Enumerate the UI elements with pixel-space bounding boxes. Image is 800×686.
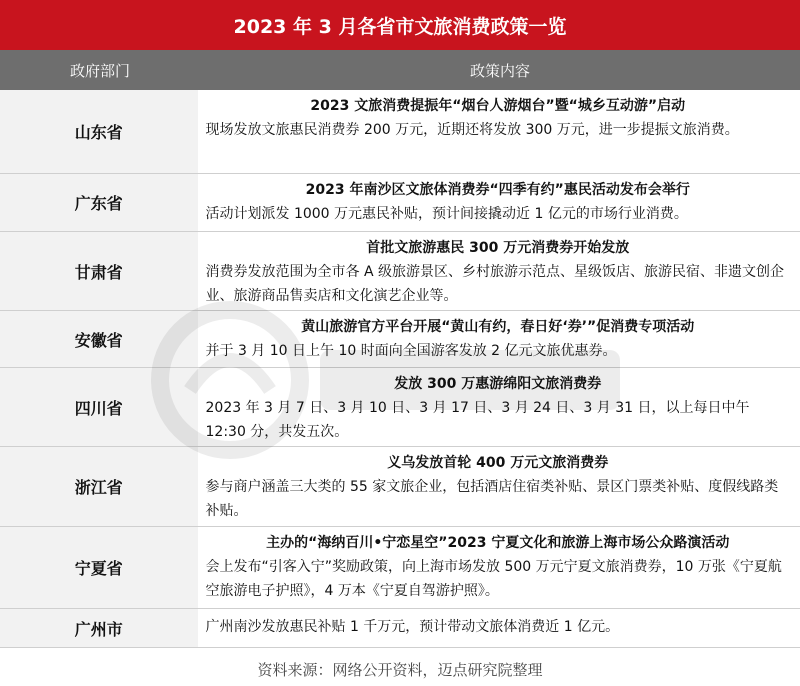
dept-cell: 甘肃省 bbox=[0, 232, 200, 310]
policy-title: 义乌发放首轮 400 万元文旅消费券 bbox=[387, 455, 609, 471]
policy-cell bbox=[200, 527, 800, 608]
policy-title: 2023 年南沙区文旅体消费券“四季有约”惠民活动发布会举行 bbox=[305, 182, 690, 198]
policy-cell bbox=[200, 368, 800, 446]
table-row bbox=[0, 311, 800, 368]
policy-body: 并于 3 月 10 日上午 10 时面向全国游客发放 2 亿元文旅优惠券。 bbox=[205, 343, 617, 359]
policy-cell bbox=[200, 311, 800, 367]
policy-cell bbox=[200, 609, 800, 647]
table-row bbox=[0, 90, 800, 174]
table-row bbox=[0, 609, 800, 648]
header-policy: 政策内容 bbox=[469, 61, 530, 80]
policy-body: 会上发布“引客入宁”奖励政策，向上海市场发放 500 万元宁夏文旅消费券，10 万张《宁夏航空旅游电子护照》，4 万本《宁夏自驾游护照》。 bbox=[205, 559, 782, 599]
policy-cell bbox=[200, 447, 800, 526]
dept-cell: 广东省 bbox=[0, 174, 200, 231]
table-row bbox=[0, 232, 800, 311]
table-row bbox=[0, 368, 800, 447]
dept-cell: 宁夏省 bbox=[0, 527, 200, 608]
policy-title: 发放 300 万惠游绵阳文旅消费券 bbox=[394, 376, 602, 392]
policy-cell bbox=[200, 174, 800, 231]
table-title: 2023 年 3 月各省市文旅消费政策一览 bbox=[0, 0, 800, 50]
header-dept: 政府部门 bbox=[69, 61, 130, 80]
policy-body: 活动计划派发 1000 万元惠民补贴，预计间接撬动近 1 亿元的市场行业消费。 bbox=[205, 206, 688, 222]
policy-title: 2023 文旅消费提振年“烟台人游烟台”暨“城乡互动游”启动 bbox=[310, 98, 686, 114]
policy-body: 2023 年 3 月 7 日、3 月 10 日、3 月 17 日、3 月 24 日、3 月 31 日，以上每日中午 12:30 分，共发五次。 bbox=[205, 400, 750, 440]
policy-body: 现场发放文旅惠民消费券 200 万元，近期还将发放 300 万元，进一步提振文旅消费。 bbox=[205, 122, 739, 138]
table-header bbox=[0, 50, 800, 90]
dept-cell: 四川省 bbox=[0, 368, 200, 446]
policy-body: 广州南沙发放惠民补贴 1 千万元，预计带动文旅体消费近 1 亿元。 bbox=[205, 619, 620, 635]
source-note: 资料来源：网络公开资料，迈点研究院整理 bbox=[257, 660, 543, 679]
dept-cell: 安徽省 bbox=[0, 311, 200, 367]
table-row bbox=[0, 174, 800, 232]
policy-title: 黄山旅游官方平台开展“黄山有约，春日好‘券’”促消费专项活动 bbox=[301, 319, 695, 335]
policy-cell bbox=[200, 232, 800, 310]
policy-body: 消费券发放范围为全市各 A 级旅游景区、乡村旅游示范点、星级饭店、旅游民宿、非遗文创企业、旅游商品售卖店和文化演艺企业等。 bbox=[205, 264, 784, 304]
table-row bbox=[0, 527, 800, 609]
table-row bbox=[0, 447, 800, 527]
policy-body: 参与商户涵盖三大类的 55 家文旅企业，包括酒店住宿类补贴、景区门票类补贴、度假线路类补贴。 bbox=[205, 479, 779, 519]
dept-cell: 山东省 bbox=[0, 90, 200, 173]
table-body bbox=[0, 90, 800, 648]
policy-title: 首批文旅游惠民 300 万元消费券开始发放 bbox=[366, 240, 630, 256]
policy-title: 主办的“海纳百川•宁恋星空”2023 宁夏文化和旅游上海市场公众路演活动 bbox=[266, 535, 730, 551]
policy-cell bbox=[200, 90, 800, 173]
dept-cell: 浙江省 bbox=[0, 447, 200, 526]
dept-cell: 广州市 bbox=[0, 609, 200, 647]
